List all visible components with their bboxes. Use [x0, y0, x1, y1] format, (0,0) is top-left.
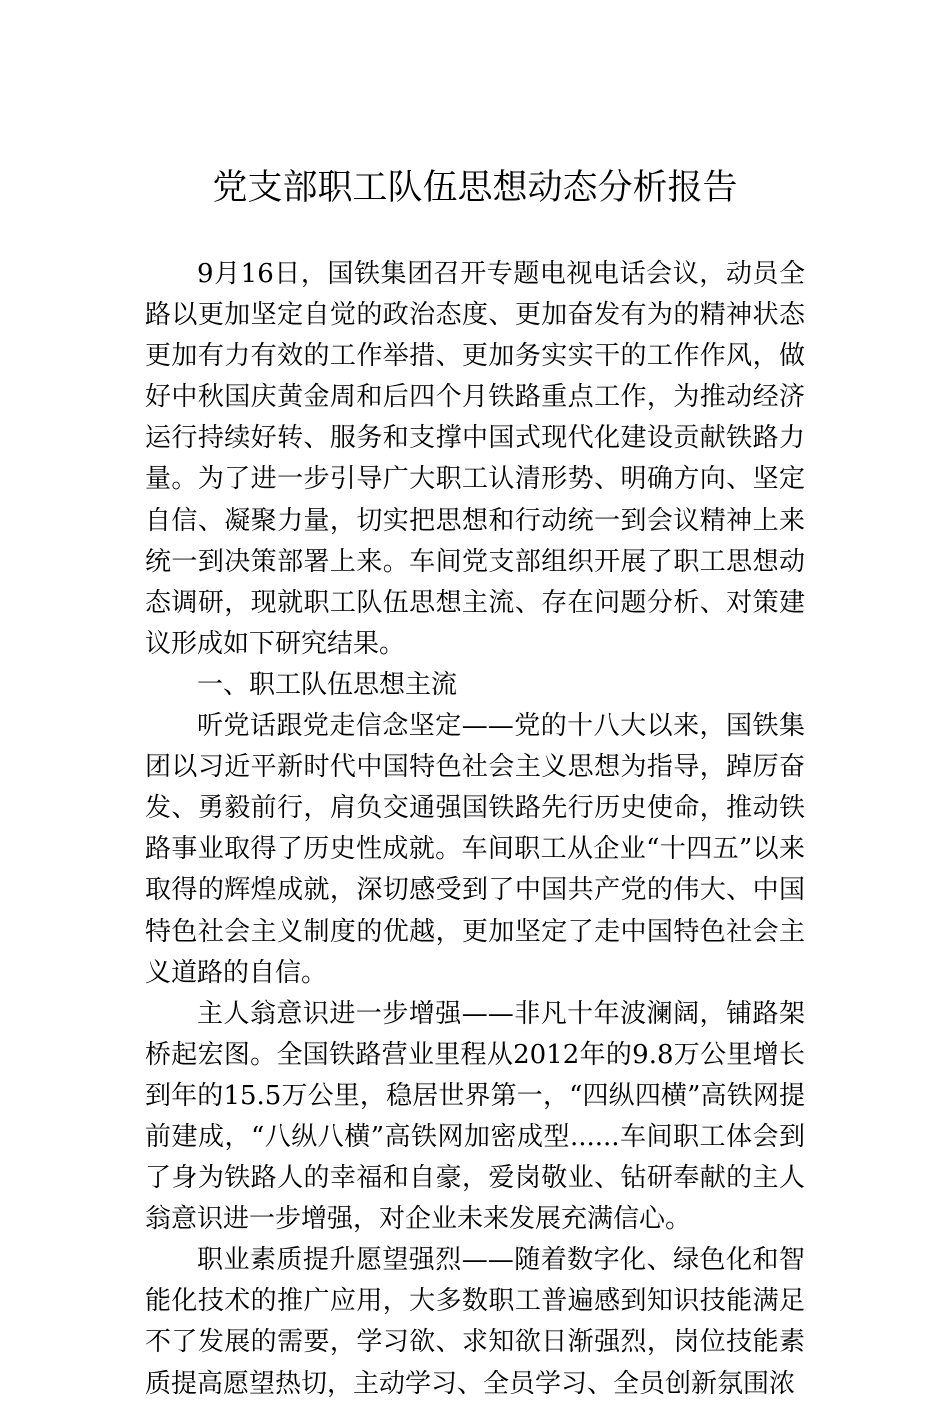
paragraph-party-belief: 听党话跟党走信念坚定——党的十八大以来，国铁集团以习近平新时代中国特色社会主义思想为指导，踔厉奋发、勇毅前行，肩负交通强国铁路先行历史使命，推动铁路事业取得了历史性成就。车间职工从企业“十四五”以来取得的辉煌成就，深切感受到了中国共产党的伟大、中国特色社会主义制度的优越，更加坚定了走中国特色社会主义道路的自信。 [145, 711, 805, 988]
document-title: 党支部职工队伍思想动态分析报告 [212, 168, 738, 208]
paragraph-skills: 职业素质提升愿望强烈——随着数字化、绿色化和智能化技术的推广应用，大多数职工普遍感到知识技能满足不了发展的需要，学习欲、求知欲日渐强烈，岗位技能素质提高愿望热切，主动学习、全员学习、全员创新氛围浓 [145, 1245, 805, 1399]
section-heading: 一、职工队伍思想主流 [197, 669, 458, 700]
paragraph-intro: 9月16日，国铁集团召开专题电视电话会议，动员全路以更加坚定自觉的政治态度、更加奋发有为的精神状态更加有力有效的工作举措、更加务实实干的工作作风，做好中秋国庆黄金周和后四个月铁路重点工作，为推动经济运行持续好转、服务和支撑中国式现代化建设贡献铁路力量。为了进一步引导广大职工认清形势、明确方向、坚定自信、凝聚力量，切实把思想和行动统一到会议精神上来统一到决策部署上来。车间党支部组织开展了职工思想动态调研，现就职工队伍思想主流、存在问题分析、对策建议形成如下研究结果。 [145, 259, 805, 659]
document-body [145, 254, 805, 1405]
paragraph-ownership: 主人翁意识进一步增强——非凡十年波澜阔，铺路架桥起宏图。全国铁路营业里程从2012年的9.8万公里增长到年的15.5万公里，稳居世界第一，“四纵四横”高铁网提前建成，“八纵八横”高铁网加密成型......车间职工体会到了身为铁路人的幸福和自豪，爱岗敬业、钻研奉献的主人翁意识进一步增强，对企业未来发展充满信心。 [145, 998, 805, 1235]
